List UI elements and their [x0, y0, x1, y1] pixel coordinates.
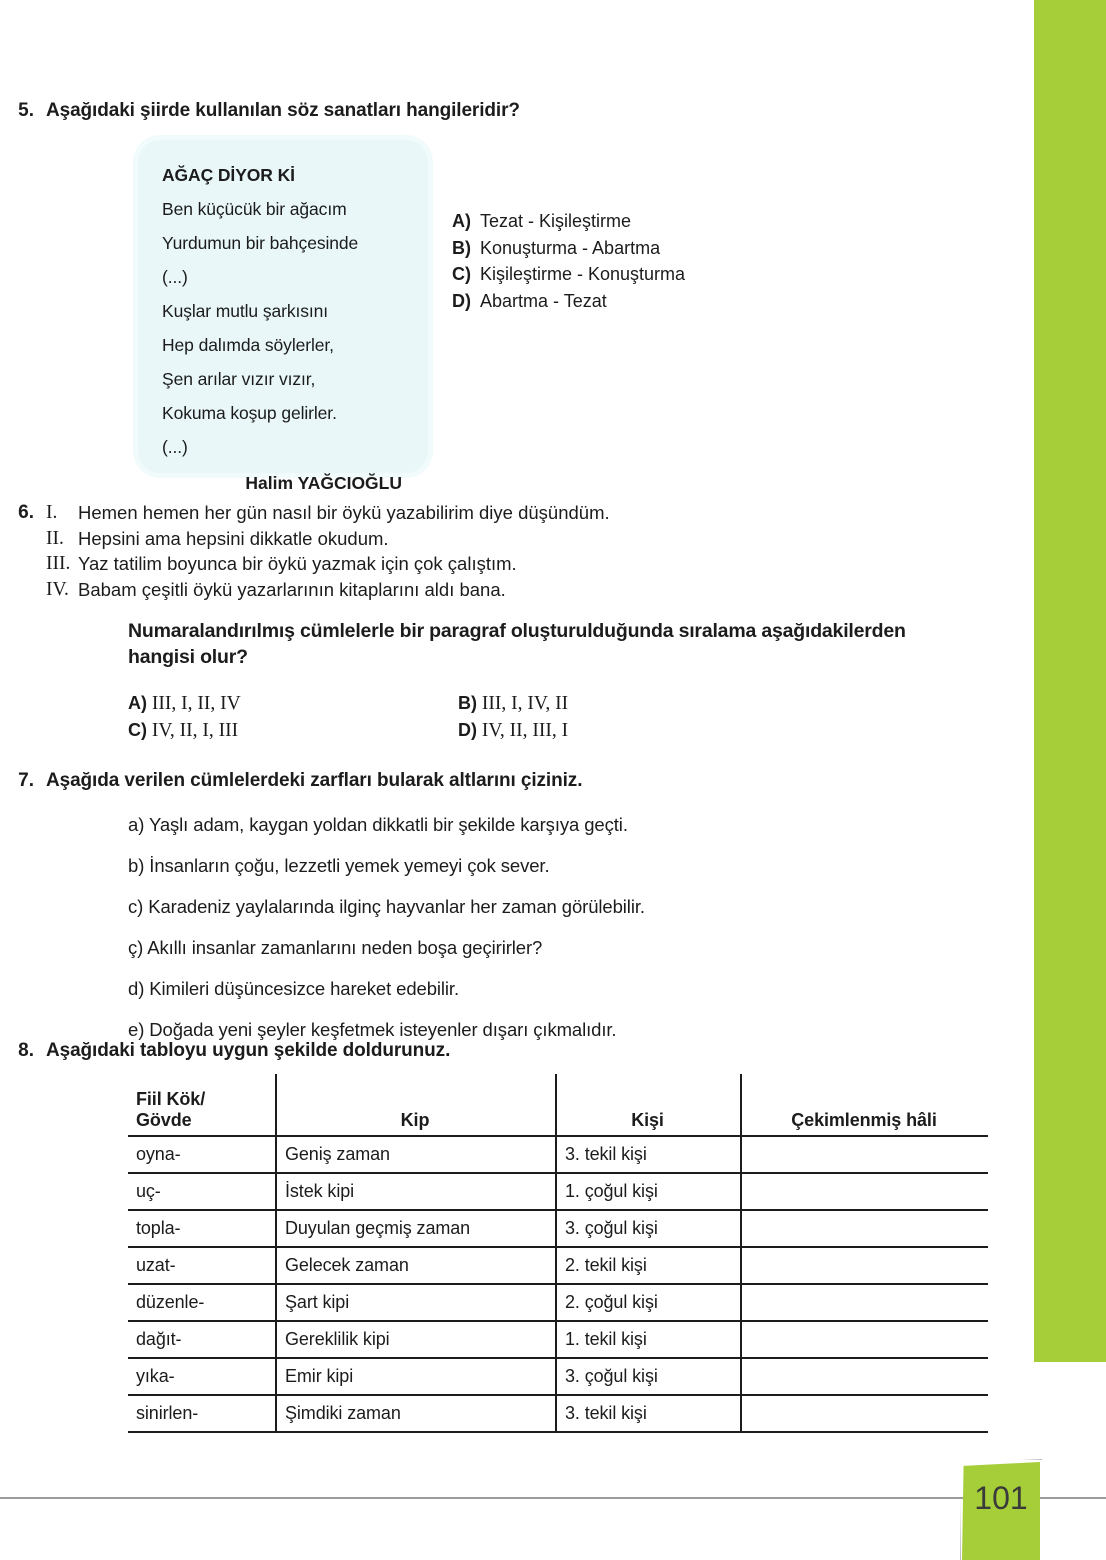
column-header-root-line1: Fiil Kök/ [136, 1089, 206, 1109]
cell-root: oyna- [128, 1136, 276, 1173]
accent-sidebar [1034, 0, 1106, 1362]
poem-line: Ben küçücük bir ağacım [162, 199, 347, 219]
poem-title: AĞAÇ DİYOR Kİ [162, 165, 295, 185]
question-8-number: 8. [18, 1040, 34, 1061]
poem-line: Kokuma koşup gelirler. [162, 403, 337, 423]
cell-kip: Geniş zaman [276, 1136, 556, 1173]
option-c-text: Kişileştirme - Konuşturma [480, 264, 686, 284]
table-row [128, 1210, 988, 1247]
cell-kisi: 3. çoğul kişi [556, 1358, 741, 1395]
cell-conjugated-answer[interactable] [741, 1284, 988, 1321]
question-8 [0, 1038, 1020, 1423]
poem-line: (...) [162, 437, 188, 457]
list-item: c) Karadeniz yaylalarında ilginç hayvanlar her zaman görülebilir. [128, 896, 645, 917]
option-c-text: IV, II, I, III [151, 720, 239, 741]
option-b-text: III, I, IV, II [481, 693, 569, 714]
roman-item [46, 577, 610, 603]
table-header-row [128, 1074, 988, 1136]
list-item: d) Kimileri düşüncesizce hareket edebilir. [128, 978, 460, 999]
option-c[interactable] [128, 717, 458, 744]
question-6-heading [0, 500, 1020, 602]
poem-line: Hep dalımda söylerler, [162, 335, 334, 355]
option-a[interactable] [452, 208, 685, 235]
cell-kisi: 3. tekil kişi [556, 1395, 741, 1432]
option-d-letter: D) [458, 720, 477, 740]
table-body [128, 1136, 988, 1432]
roman-item [46, 500, 610, 526]
option-a-letter: A) [452, 211, 471, 231]
poem-line: Yurdumun bir bahçesinde [162, 233, 359, 253]
poem-line: (...) [162, 267, 188, 287]
option-a-text: III, I, II, IV [151, 693, 241, 714]
option-b-letter: B) [452, 237, 471, 258]
option-b-text: Konuşturma - Abartma [480, 237, 661, 258]
question-7-heading [0, 768, 1020, 794]
poem-line: Kuşlar mutlu şarkısını [162, 301, 329, 321]
column-header-root [128, 1074, 276, 1136]
conjugation-table [128, 1074, 988, 1433]
poem-box [138, 140, 428, 493]
list-item: e) Doğada yeni şeyler keşfetmek isteyenler dışarı çıkmalıdır. [128, 1019, 617, 1040]
footer-divider [0, 1497, 1106, 1499]
cell-kisi: 2. çoğul kişi [556, 1284, 741, 1321]
cell-kip: Şart kipi [276, 1284, 556, 1321]
poem-line: Şen arılar vızır vızır, [162, 369, 316, 389]
roman-item-text: Hepsini ama hepsini dikkatle okudum. [78, 527, 389, 549]
cell-kisi: 2. tekil kişi [556, 1247, 741, 1284]
cell-root: topla- [128, 1210, 276, 1247]
cell-kip: Duyulan geçmiş zaman [276, 1210, 556, 1247]
cell-root: sinirlen- [128, 1395, 276, 1432]
cell-kip: Emir kipi [276, 1358, 556, 1395]
cell-root: düzenle- [128, 1284, 276, 1321]
cell-kip: Gelecek zaman [276, 1247, 556, 1284]
cell-kip: Şimdiki zaman [276, 1395, 556, 1432]
question-6-option-row [128, 690, 788, 717]
list-item: b) İnsanların çoğu, lezzetli yemek yemeyi çok sever. [128, 855, 550, 876]
question-5-options [452, 208, 685, 314]
page-number: 101 [974, 1480, 1028, 1516]
question-5-number: 5. [18, 100, 34, 121]
list-item: ç) Akıllı insanlar zamanlarını neden boşa geçirirler? [128, 937, 543, 958]
table-row [128, 1395, 988, 1432]
column-header-kip: Kip [276, 1074, 556, 1136]
option-b[interactable] [458, 690, 788, 717]
option-b[interactable] [452, 235, 685, 262]
question-7-number: 7. [18, 770, 34, 791]
cell-kisi: 1. çoğul kişi [556, 1173, 741, 1210]
cell-kisi: 3. çoğul kişi [556, 1210, 741, 1247]
question-7-stem: Aşağıda verilen cümlelerdeki zarfları bularak altlarını çiziniz. [46, 770, 583, 791]
question-6-options [128, 690, 788, 744]
option-a[interactable] [128, 690, 458, 717]
column-header-root-line2: Gövde [136, 1110, 192, 1130]
cell-conjugated-answer[interactable] [741, 1247, 988, 1284]
cell-conjugated-answer[interactable] [741, 1210, 988, 1247]
option-d-text: Abartma - Tezat [480, 290, 607, 311]
roman-item-label: III. [46, 553, 71, 574]
question-6-number: 6. [18, 502, 34, 523]
roman-item-text: Hemen hemen her gün nasıl bir öykü yazabilirim diye düşündüm. [78, 502, 610, 523]
question-6-prompt: Numaralandırılmış cümlelerle bir paragraf oluşturulduğunda sıralama aşağıdakilerden hangisi olur? [128, 620, 906, 668]
question-8-stem: Aşağıdaki tabloyu uygun şekilde doldurunuz. [46, 1040, 451, 1061]
poem-author: Halim YAĞCIOĞLU [245, 473, 402, 493]
option-a-letter: A) [128, 693, 147, 713]
option-d[interactable] [458, 717, 788, 744]
cell-root: yıka- [128, 1358, 276, 1395]
cell-conjugated-answer[interactable] [741, 1358, 988, 1395]
option-c-letter: C) [452, 264, 471, 284]
cell-kip: İstek kipi [276, 1173, 556, 1210]
option-c-letter: C) [128, 720, 147, 740]
cell-root: dağıt- [128, 1321, 276, 1358]
roman-item-label: IV. [46, 578, 69, 600]
option-b-letter: B) [458, 693, 477, 713]
question-5 [0, 98, 1020, 493]
column-header-kisi: Kişi [556, 1074, 741, 1136]
column-header-conjugated: Çekimlenmiş hâli [741, 1074, 988, 1136]
question-7-items [128, 813, 645, 1059]
table-row [128, 1284, 988, 1321]
roman-item-label: I. [46, 502, 58, 523]
cell-conjugated-answer[interactable] [741, 1321, 988, 1358]
option-d[interactable] [452, 288, 685, 315]
roman-item-label: II. [46, 527, 64, 549]
roman-item [46, 551, 610, 577]
cell-kip: Gereklilik kipi [276, 1321, 556, 1358]
cell-conjugated-answer[interactable] [741, 1136, 988, 1173]
question-6-items [46, 500, 610, 602]
cell-kisi: 1. tekil kişi [556, 1321, 741, 1358]
option-a-text: Tezat - Kişileştirme [480, 211, 632, 231]
table-row [128, 1247, 988, 1284]
question-8-heading [0, 1038, 1020, 1064]
question-7 [0, 768, 1020, 1040]
table-row [128, 1136, 988, 1173]
list-item: a) Yaşlı adam, kaygan yoldan dikkatli bir şekilde karşıya geçti. [128, 814, 628, 835]
question-5-heading [0, 98, 1020, 124]
question-6 [0, 500, 1020, 741]
table-row [128, 1321, 988, 1358]
option-d-text: IV, II, III, I [481, 720, 569, 741]
question-5-stem: Aşağıdaki şiirde kullanılan söz sanatları hangileridir? [46, 100, 520, 121]
roman-item-text: Babam çeşitli öykü yazarlarının kitaplarını aldı bana. [78, 578, 506, 600]
roman-item-text: Yaz tatilim boyunca bir öykü yazmak için çok çalıştım. [78, 553, 517, 574]
cell-root: uzat- [128, 1247, 276, 1284]
cell-root: uç- [128, 1173, 276, 1210]
table-row [128, 1358, 988, 1395]
question-6-option-row [128, 717, 788, 744]
option-c[interactable] [452, 261, 685, 288]
roman-item [46, 526, 610, 552]
cell-conjugated-answer[interactable] [741, 1395, 988, 1432]
cell-conjugated-answer[interactable] [741, 1173, 988, 1210]
cell-kisi: 3. tekil kişi [556, 1136, 741, 1173]
table-row [128, 1173, 988, 1210]
option-d-letter: D) [452, 290, 471, 311]
